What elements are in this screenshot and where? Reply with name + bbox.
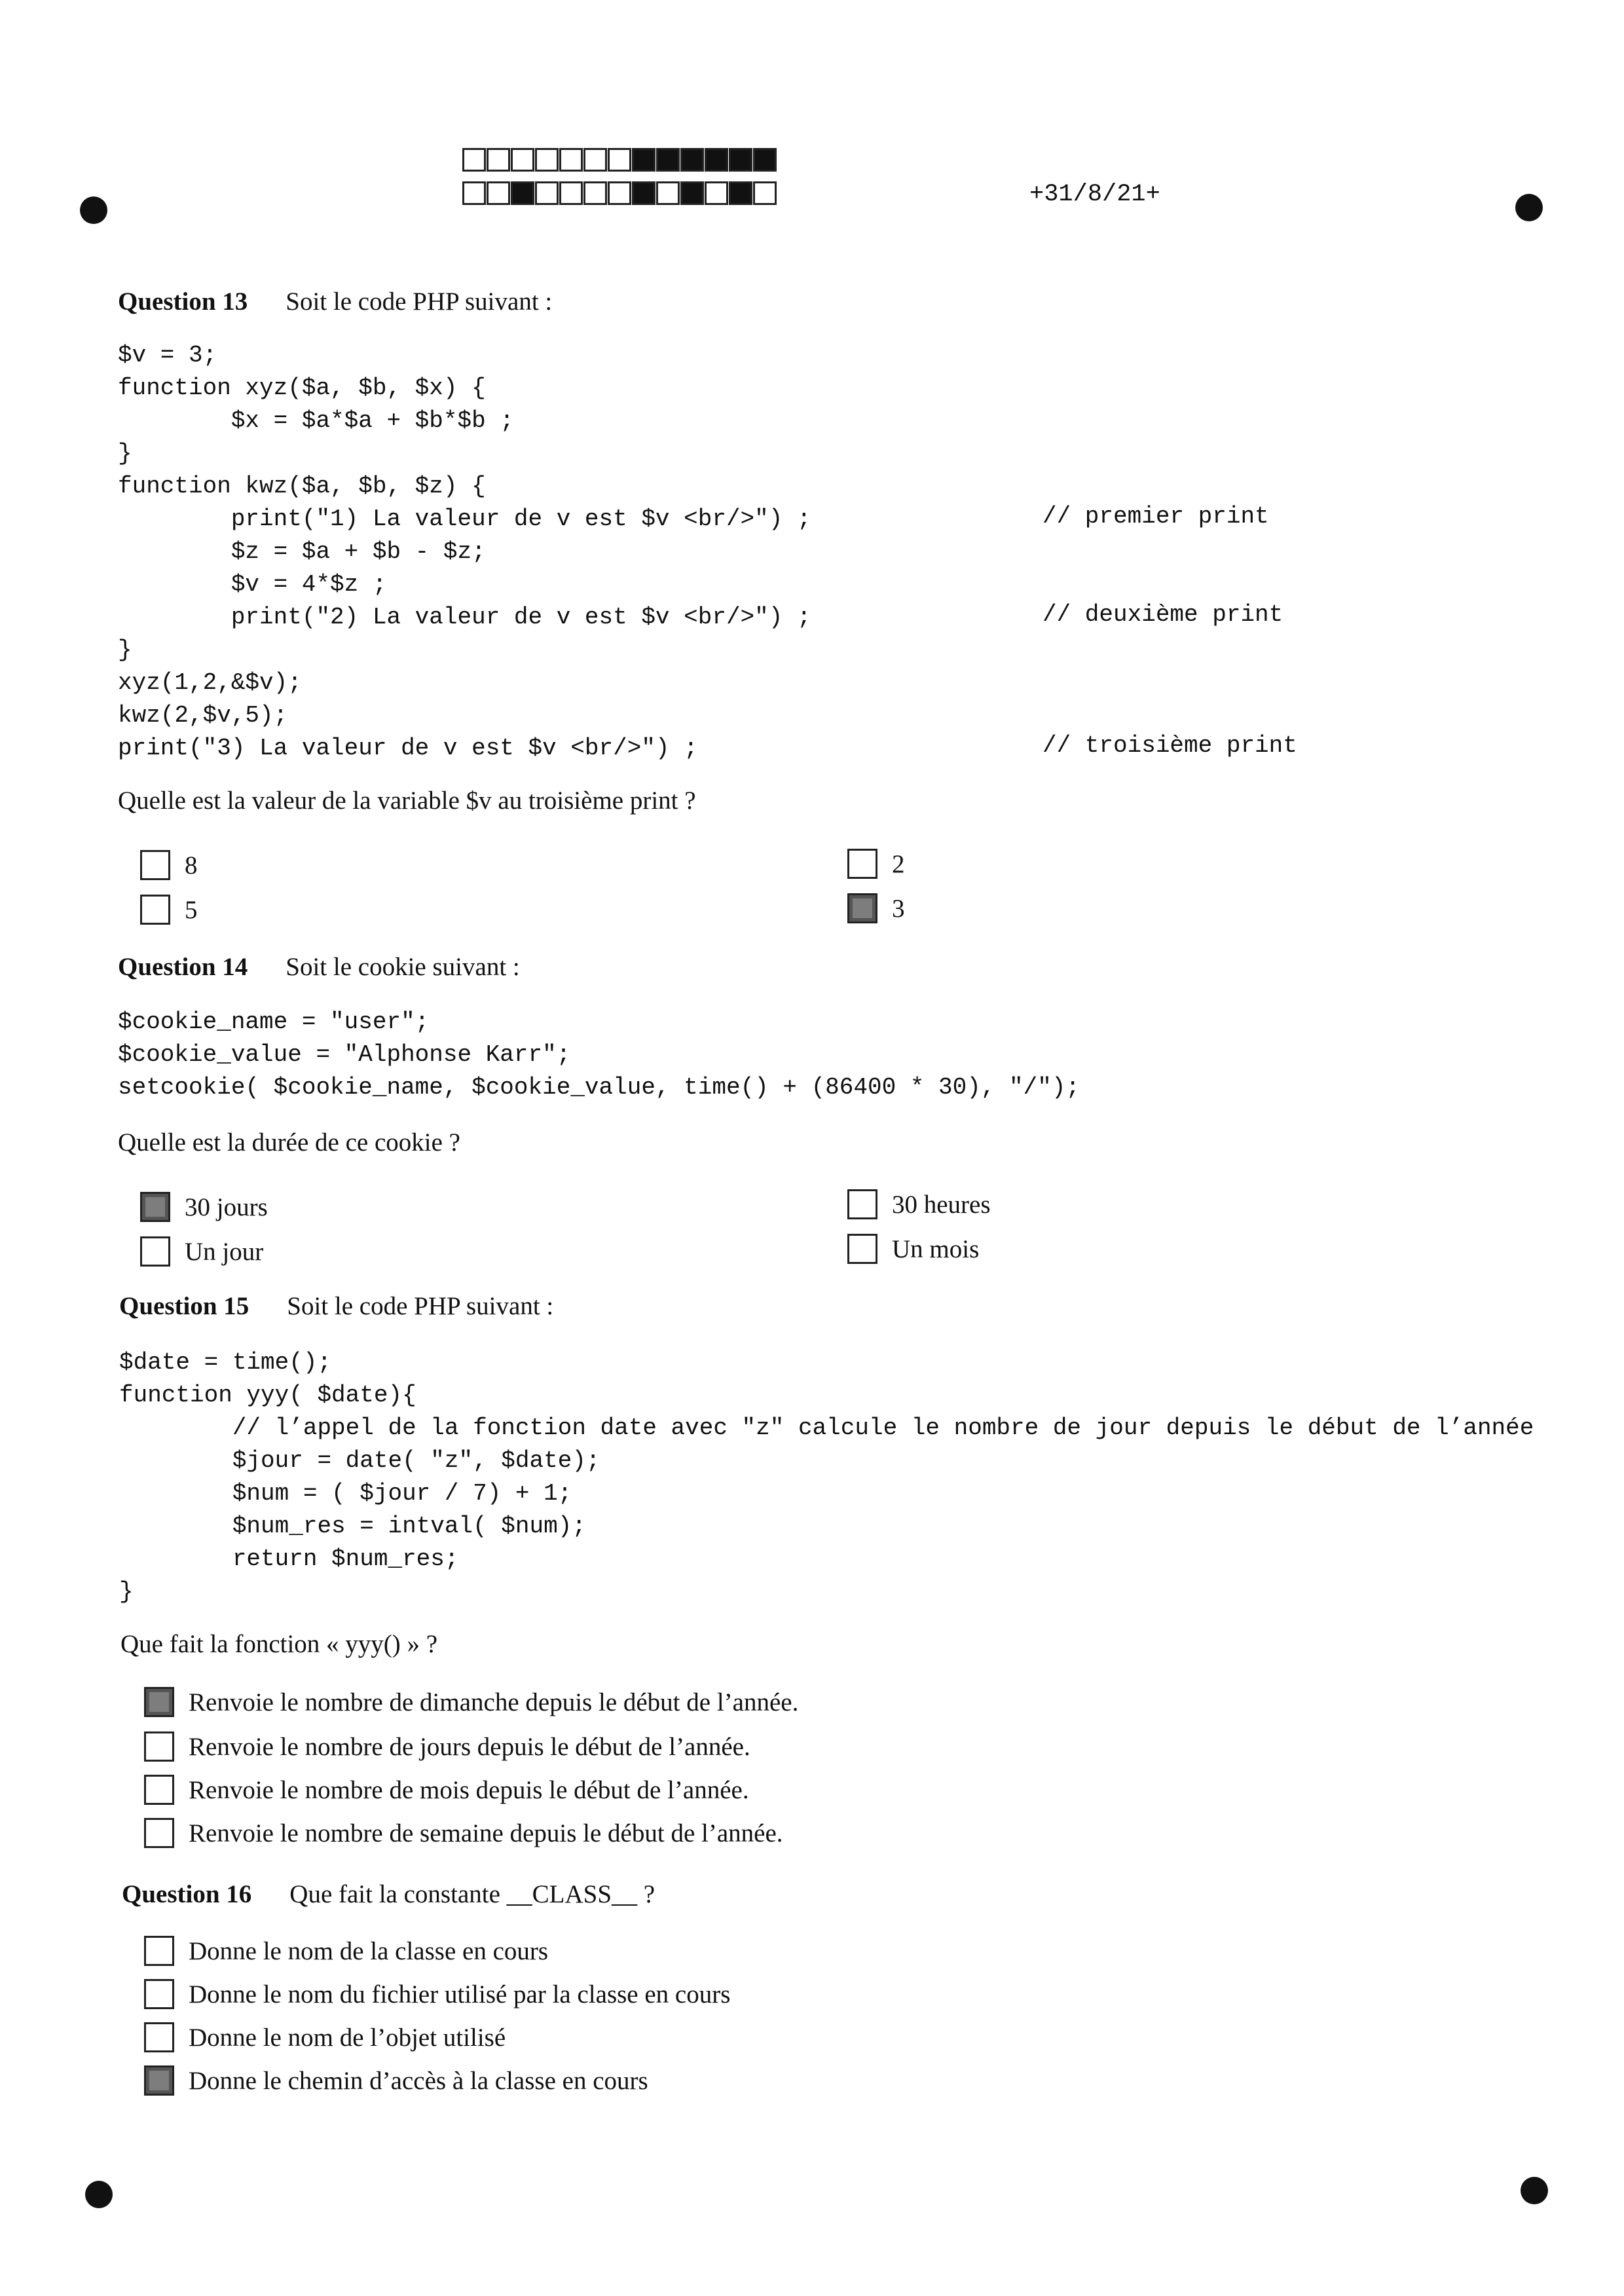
q16-choice-chemin-acces[interactable]: Donne le chemin d’accès à la classe en cours	[144, 2065, 648, 2096]
checkbox-checked[interactable]	[144, 1687, 174, 1717]
page-id: +31/8/21+	[1029, 181, 1160, 208]
registration-mark-top-left	[80, 196, 107, 224]
q13-comment-1: // premier print	[1043, 503, 1269, 530]
checkbox[interactable]	[847, 849, 877, 879]
question-number: Question 16	[122, 1880, 252, 1908]
id-grid-row-1	[462, 148, 777, 172]
id-grid-row-2	[462, 181, 777, 205]
question-text: Que fait la constante __CLASS__ ?	[289, 1880, 655, 1908]
question-number: Question 15	[119, 1292, 249, 1320]
question-text: Soit le code PHP suivant :	[287, 1292, 554, 1320]
q13-choice-2[interactable]: 2	[847, 849, 905, 879]
q15-choice-dimanche[interactable]: Renvoie le nombre de dimanche depuis le début de l’année.	[144, 1687, 798, 1717]
q16-choice-nom-classe[interactable]: Donne le nom de la classe en cours	[144, 1936, 548, 1966]
q14-choice-30-heures[interactable]: 30 heures	[847, 1189, 991, 1219]
checkbox[interactable]	[847, 1189, 877, 1219]
q15-choice-mois[interactable]: Renvoie le nombre de mois depuis le début de l’année.	[144, 1775, 749, 1805]
question-13-header	[118, 287, 552, 316]
q13-prompt: Quelle est la valeur de la variable $v au troisième print ?	[118, 787, 696, 815]
checkbox-checked[interactable]	[144, 2065, 174, 2096]
checkbox[interactable]	[140, 1236, 170, 1267]
question-16-header	[122, 1879, 655, 1909]
checkbox[interactable]	[847, 1234, 877, 1264]
question-number: Question 13	[118, 287, 248, 316]
checkbox[interactable]	[140, 895, 170, 925]
question-15-header	[119, 1291, 553, 1321]
checkbox-checked[interactable]	[140, 1192, 170, 1222]
q15-choice-jours[interactable]: Renvoie le nombre de jours depuis le début de l’année.	[144, 1731, 750, 1762]
checkbox[interactable]	[144, 1731, 174, 1762]
q13-code-block: $v = 3; function xyz($a, $b, $x) { $x = $a*$a + $b*$b ; } function kwz($a, $b, $z) { print("1) La valeur de v est $v <br/>") ; $z = $a + $b - $z; $v = 4*$z ; print("2) La valeur de v est $v <br/>") ; } xyz(1,2,&$v); kwz(2,$v,5); print("3) La valeur de v est $v <br/>") ;	[118, 342, 811, 762]
question-text: Soit le cookie suivant :	[286, 953, 520, 981]
question-number: Question 14	[118, 953, 248, 981]
q13-choice-3[interactable]: 3	[847, 893, 905, 923]
checkbox[interactable]	[144, 2022, 174, 2052]
registration-mark-bottom-right	[1521, 2177, 1548, 2204]
q16-choice-nom-objet[interactable]: Donne le nom de l’objet utilisé	[144, 2022, 506, 2052]
question-14-header	[118, 952, 520, 982]
q15-code-block: $date = time(); function yyy( $date){ // l’appel de la fonction date avec "z" calcule le nombre de jour depuis le début de l’année $jour = date( "z", $date); $num = ( $jour / 7) + 1; $num_res = intval( $num); return $num_res; }	[119, 1349, 1534, 1605]
q16-choice-nom-fichier[interactable]: Donne le nom du fichier utilisé par la classe en cours	[144, 1979, 730, 2009]
registration-mark-top-right	[1515, 194, 1543, 221]
q14-choice-30-jours[interactable]: 30 jours	[140, 1192, 268, 1222]
checkbox[interactable]	[144, 1979, 174, 2009]
q15-prompt: Que fait la fonction « yyy() » ?	[120, 1630, 438, 1658]
checkbox[interactable]	[144, 1818, 174, 1848]
checkbox[interactable]	[144, 1775, 174, 1805]
q13-comment-3: // troisième print	[1043, 732, 1297, 759]
q14-choice-un-mois[interactable]: Un mois	[847, 1234, 979, 1264]
q13-choice-8[interactable]: 8	[140, 850, 198, 880]
question-text: Soit le code PHP suivant :	[286, 287, 553, 316]
q14-prompt: Quelle est la durée de ce cookie ?	[118, 1128, 460, 1157]
q13-choice-5[interactable]: 5	[140, 895, 198, 925]
registration-mark-bottom-left	[85, 2181, 113, 2208]
checkbox-checked[interactable]	[847, 893, 877, 923]
q14-code-block: $cookie_name = "user"; $cookie_value = "Alphonse Karr"; setcookie( $cookie_name, $cookie_value, time() + (86400 * 30), "/");	[118, 1009, 1080, 1101]
q14-choice-un-jour[interactable]: Un jour	[140, 1236, 263, 1267]
checkbox[interactable]	[144, 1936, 174, 1966]
checkbox[interactable]	[140, 850, 170, 880]
q15-choice-semaine[interactable]: Renvoie le nombre de semaine depuis le début de l’année.	[144, 1818, 783, 1848]
q13-comment-2: // deuxième print	[1043, 601, 1283, 628]
